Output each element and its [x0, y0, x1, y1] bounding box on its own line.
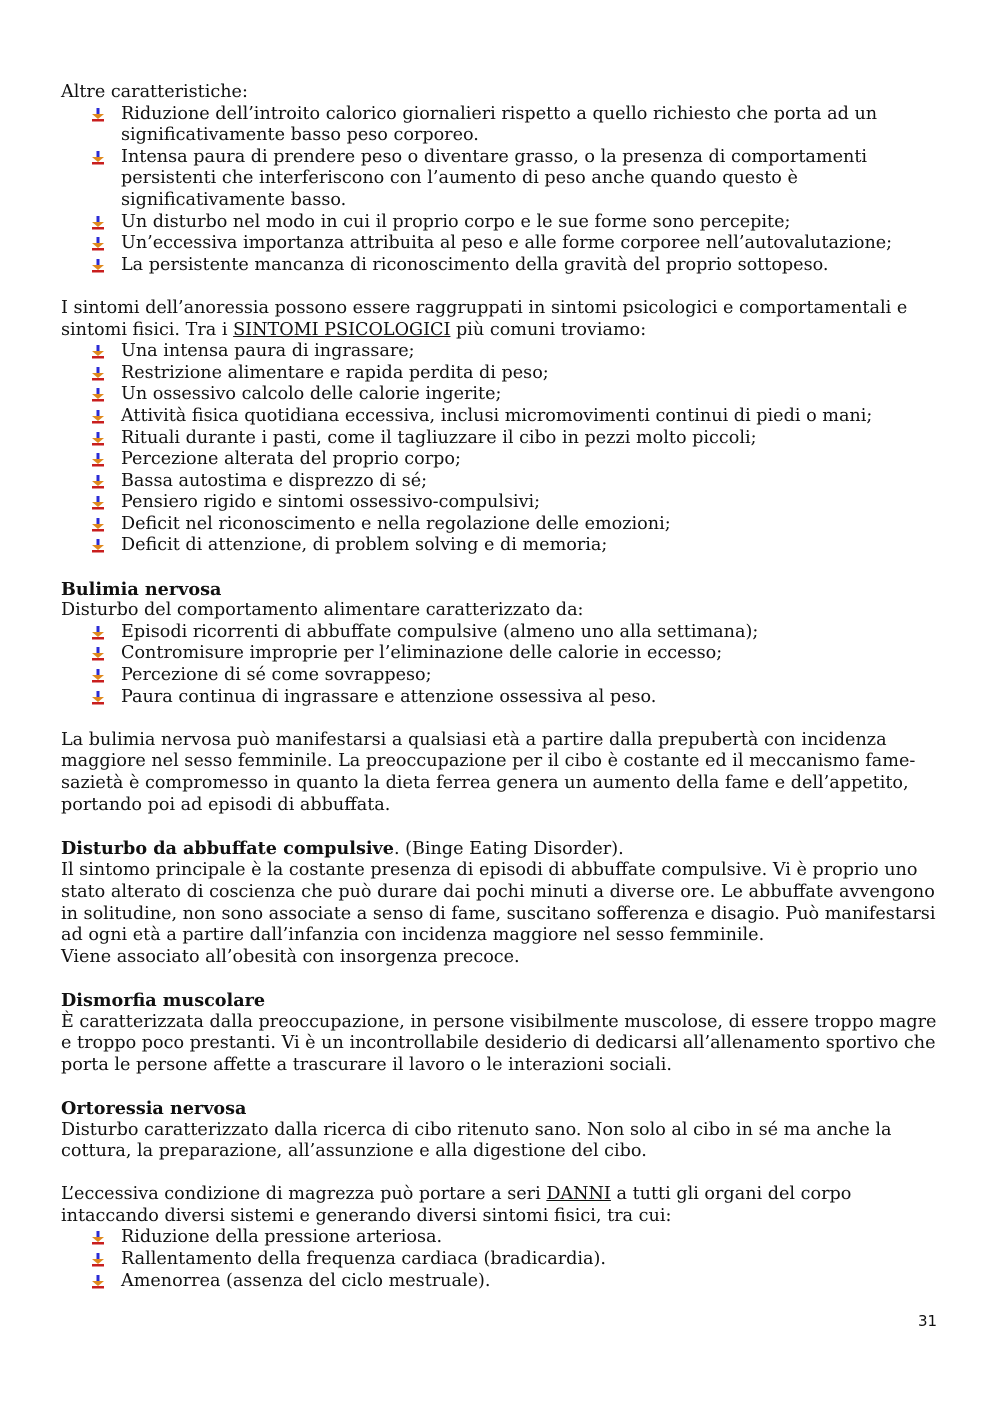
dismorfia-title: Dismorfia muscolare [61, 989, 266, 1011]
list-item [61, 622, 941, 644]
list-item [61, 1249, 941, 1271]
binge-title-suffix: . (Binge Eating Disorder). [393, 838, 624, 859]
list-item [61, 363, 941, 385]
psychological-symptoms-list [61, 341, 941, 557]
list-item-text: Riduzione dell’introito calorico giornalieri rispetto a quello richiesto che porta ad un significativamente basso peso corporeo. [121, 103, 878, 146]
arrow-down-icon [91, 453, 105, 467]
binge-heading [61, 838, 941, 861]
arrow-down-icon [91, 1231, 105, 1245]
list-item-text: Rallentamento della frequenza cardiaca (bradicardia). [121, 1249, 606, 1270]
arrow-down-icon [91, 432, 105, 446]
list-item-text: Bassa autostima e disprezzo di sé; [121, 470, 428, 491]
list-item-text: Un’eccessiva importanza attribuita al peso e alle forme corporee nell’autovalutazione; [121, 233, 893, 254]
arrow-down-icon [91, 237, 105, 251]
list-item-text: Paura continua di ingrassare e attenzione ossessiva al peso. [121, 686, 657, 707]
list-item [61, 406, 941, 428]
list-item [61, 1227, 941, 1249]
arrow-down-icon [91, 691, 105, 705]
list-item [61, 233, 941, 255]
list-item [61, 514, 941, 536]
danni-text-before: L’eccessiva condizione di magrezza può portare a seri [61, 1184, 547, 1205]
arrow-down-icon [91, 475, 105, 489]
list-item [61, 341, 941, 363]
binge-paragraph: Il sintomo principale è la costante presenza di episodi di abbuffate compulsive. Vi è proprio uno stato alterato di coscienza che può durare dai pochi minuti a diverse ore. Le abbuffate avvengono in solitudine, non sono associate a senso di fame, suscitano sofferenza e disagio. Può manifestarsi ad ogni età a partire dall’infanzia con incidenza maggiore nel sesso femminile. [61, 860, 936, 946]
arrow-down-icon [91, 345, 105, 359]
bulimia-intro: Disturbo del comportamento alimentare caratterizzato da: [61, 600, 584, 621]
danni-text-after: a tutti gli organi del corpo intaccando diversi sistemi e generando diversi sintomi fisici, tra cui: [61, 1184, 852, 1226]
list-item-text: Percezione alterata del proprio corpo; [121, 449, 461, 470]
list-item [61, 255, 941, 277]
bulimia-title: Bulimia nervosa [61, 578, 222, 600]
psychological-symptoms-label: SINTOMI PSICOLOGICI [233, 319, 451, 340]
list-item [61, 212, 941, 234]
list-item [61, 471, 941, 493]
binge-paragraph-2: Viene associato all’obesità con insorgenza precoce. [61, 946, 520, 967]
list-item [61, 665, 941, 687]
binge-title: Disturbo da abbuffate compulsive [61, 837, 394, 859]
physical-symptoms-list [61, 1227, 941, 1292]
arrow-down-icon [91, 259, 105, 273]
list-item [61, 687, 941, 709]
list-item-text: Rituali durante i pasti, come il tagliuzzare il cibo in pezzi molto piccoli; [121, 427, 757, 448]
list-item [61, 1271, 941, 1293]
bulimia-list [61, 622, 941, 708]
list-item-text: Riduzione della pressione arteriosa. [121, 1227, 443, 1248]
arrow-down-icon [91, 151, 105, 165]
danni-label: DANNI [546, 1184, 611, 1205]
ortoressia-paragraph: Disturbo caratterizzato dalla ricerca di cibo ritenuto sano. Non solo al cibo in sé ma anche la cottura, la preparazione, all’assunzione e alla digestione del cibo. [61, 1119, 892, 1162]
intro-heading: Altre caratteristiche: [61, 82, 248, 102]
document-page [61, 82, 941, 1292]
arrow-down-icon [91, 539, 105, 553]
arrow-down-icon [91, 518, 105, 532]
dismorfia-paragraph: È caratterizzata dalla preoccupazione, in persone visibilmente muscolose, di essere troppo magre e troppo poco prestanti. Vi è un incontrollabile desiderio di dedicarsi all’allenamento sportivo che porta le persone affette a trascurare il lavoro o le interazioni sociali. [61, 1011, 937, 1075]
anoressia-text-after: più comuni troviamo: [450, 319, 647, 340]
arrow-down-icon [91, 496, 105, 510]
list-item-text: Restrizione alimentare e rapida perdita di peso; [121, 362, 549, 383]
list-item-text: Episodi ricorrenti di abbuffate compulsive (almeno uno alla settimana); [121, 621, 759, 642]
arrow-down-icon [91, 108, 105, 122]
list-item [61, 104, 941, 147]
list-item [61, 147, 941, 212]
arrow-down-icon [91, 410, 105, 424]
bulimia-paragraph: La bulimia nervosa può manifestarsi a qualsiasi età a partire dalla prepubertà con incidenza maggiore nel sesso femminile. La preoccupazione per il cibo è costante ed il meccanismo fame-sazietà è compromesso in quanto la dieta ferrea genera un aumento della fame e dell’appetito, portando poi ad episodi di abbuffata. [61, 729, 916, 815]
list-item [61, 643, 941, 665]
list-item-text: Un disturbo nel modo in cui il proprio corpo e le sue forme sono percepite; [121, 211, 791, 232]
anoressia-paragraph [61, 298, 941, 341]
arrow-down-icon [91, 1253, 105, 1267]
arrow-down-icon [91, 669, 105, 683]
list-item-text: Deficit di attenzione, di problem solving e di memoria; [121, 535, 608, 556]
list-item-text: Un ossessivo calcolo delle calorie ingerite; [121, 384, 502, 405]
list-item-text: Amenorrea (assenza del ciclo mestruale). [121, 1270, 491, 1291]
list-item-text: Una intensa paura di ingrassare; [121, 341, 415, 362]
list-item [61, 449, 941, 471]
list-item-text: La persistente mancanza di riconoscimento della gravità del proprio sottopeso. [121, 254, 829, 275]
ortoressia-title: Ortoressia nervosa [61, 1097, 247, 1119]
anoressia-text-before: I sintomi dell’anoressia possono essere raggruppati in sintomi psicologici e comportamentali e sintomi fisici. Tra i [61, 297, 908, 340]
arrow-down-icon [91, 216, 105, 230]
list-item-text: Attività fisica quotidiana eccessiva, inclusi micromovimenti continui di piedi o mani; [121, 405, 873, 426]
page-number: 31 [918, 1312, 938, 1330]
intro-list [61, 104, 941, 277]
list-item-text: Contromisure improprie per l’eliminazione delle calorie in eccesso; [121, 643, 723, 664]
arrow-down-icon [91, 647, 105, 661]
list-item-text: Intensa paura di prendere peso o diventare grasso, o la presenza di comportamenti persistenti che interferiscono con l’aumento di peso anche quando questo è significativamente basso. [121, 146, 868, 210]
list-item-text: Pensiero rigido e sintomi ossessivo-compulsivi; [121, 492, 541, 513]
list-item [61, 428, 941, 450]
list-item [61, 384, 941, 406]
arrow-down-icon [91, 388, 105, 402]
list-item-text: Percezione di sé come sovrappeso; [121, 665, 432, 686]
list-item [61, 535, 941, 557]
arrow-down-icon [91, 367, 105, 381]
arrow-down-icon [91, 626, 105, 640]
list-item-text: Deficit nel riconoscimento e nella regolazione delle emozioni; [121, 513, 671, 534]
danni-paragraph [61, 1184, 941, 1227]
arrow-down-icon [91, 1275, 105, 1289]
list-item [61, 492, 941, 514]
